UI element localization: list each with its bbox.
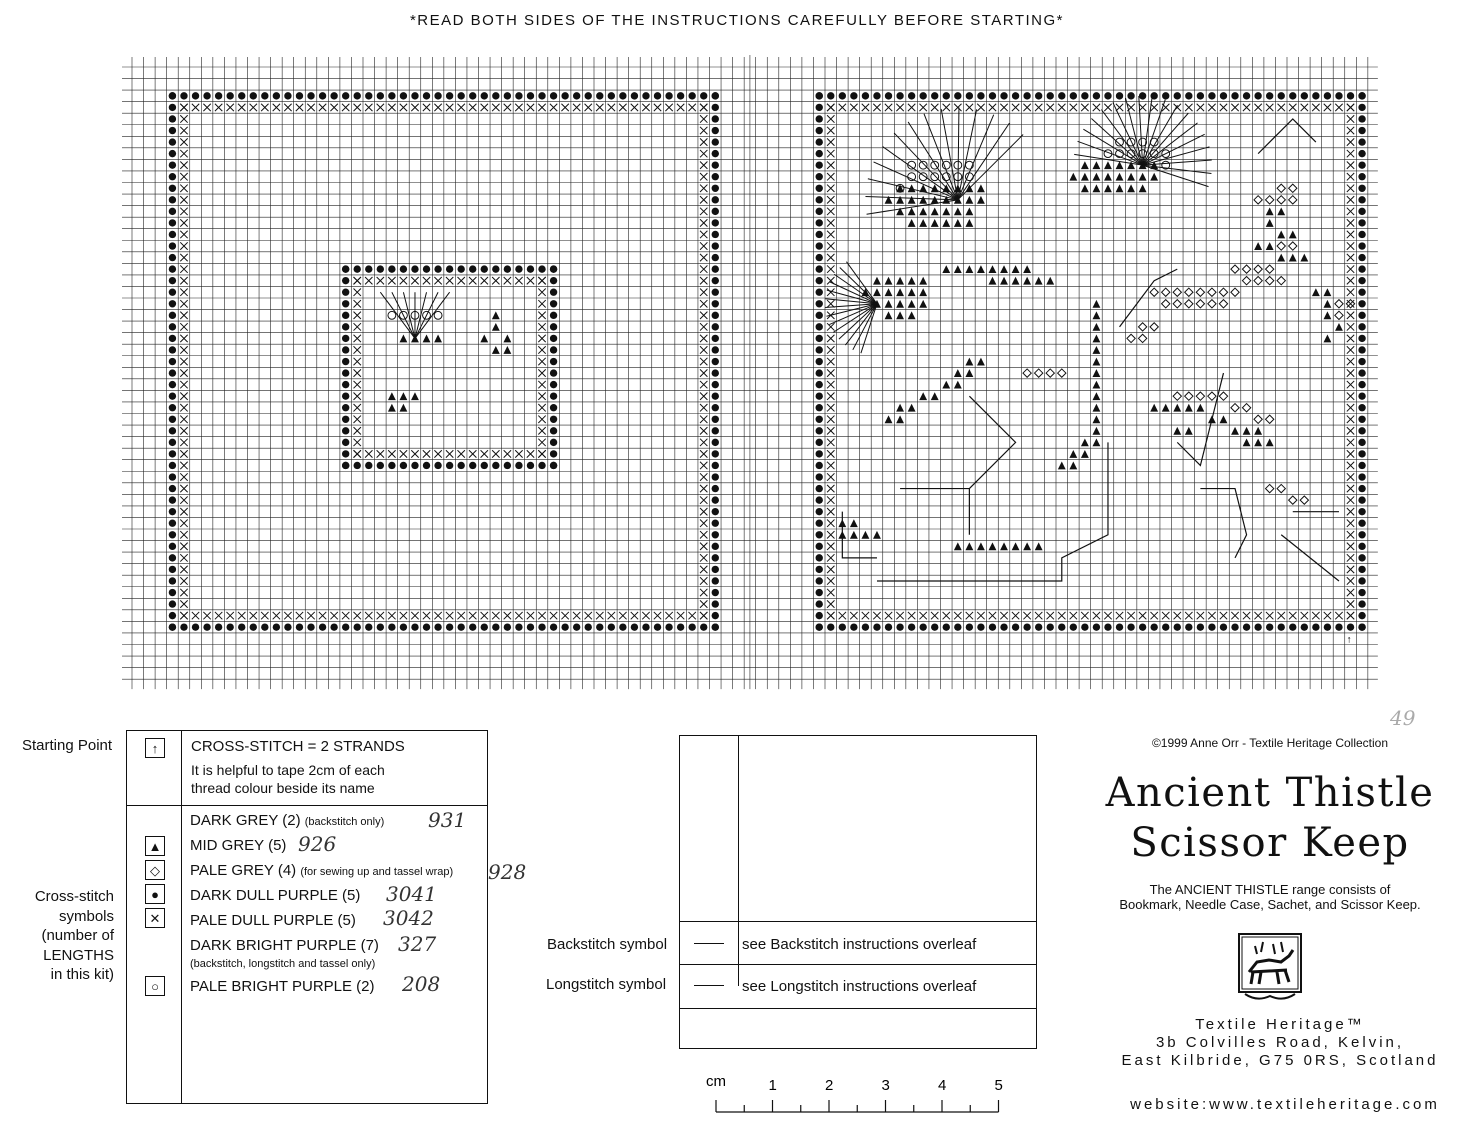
ruler-tick-label: 5 (994, 1077, 1003, 1094)
backstitch-line-icon (694, 943, 724, 944)
ruler-tick-label: 1 (768, 1077, 777, 1094)
handwritten-code: 3042 (383, 906, 434, 930)
thread-pale-bright-purple: PALE BRIGHT PURPLE (2) (190, 978, 375, 995)
thread-dark-grey: DARK GREY (2) (backstitch only) (190, 812, 385, 829)
cross-stitch-chart (120, 55, 1380, 690)
longstitch-label: Longstitch symbol (546, 976, 667, 993)
ruler-tick-label: 3 (881, 1077, 890, 1094)
thread-mid-grey: MID GREY (5) (190, 837, 287, 854)
starting-point-arrow-icon: ↑ (145, 738, 165, 758)
thread-dark-bright-purple: DARK BRIGHT PURPLE (7) (190, 937, 379, 954)
copyright-notice: ©1999 Anne Orr - Textile Heritage Collection (1151, 736, 1389, 750)
product-title: Ancient Thistle Scissor Keep (1105, 770, 1435, 866)
handwritten-code: 3041 (386, 882, 437, 906)
range-description: The ANCIENT THISTLE range consists of Bookmark, Needle Case, Sachet, and Scissor Keep. (1119, 882, 1421, 912)
company-website: website:www.textileheritage.com (1130, 1096, 1440, 1113)
ruler-unit: cm (706, 1073, 726, 1090)
ruler-tick-label: 2 (825, 1077, 834, 1094)
thread-pale-dull-purple: PALE DULL PURPLE (5) (190, 912, 356, 929)
handwritten-code: 926 (298, 832, 337, 856)
longstitch-instructions: see Longstitch instructions overleaf (742, 978, 977, 995)
company-address: Textile Heritage™ 3b Colvilles Road, Kelvin, East Kilbride, G75 0RS, Scotland (1121, 1016, 1439, 1069)
handwritten-code: 931 (428, 808, 467, 832)
filled-circle-icon: ● (145, 884, 165, 904)
chart-grid (122, 55, 1378, 689)
ruler-tick-label: 4 (938, 1077, 947, 1094)
svg-text:↑: ↑ (1346, 634, 1352, 646)
symbols-caption: Cross-stitch symbols (number of LENGTHS in this kit) (34, 888, 114, 983)
tape-note-line2: thread colour beside its name (191, 780, 375, 796)
margin-handwriting: 49 (1390, 706, 1416, 730)
tape-note-line1: It is helpful to tape 2cm of each (191, 762, 385, 778)
handwritten-code: 208 (402, 972, 441, 996)
diamond-icon: ◇ (145, 860, 165, 880)
handwritten-code: 928 (488, 860, 527, 884)
handwritten-code: 327 (398, 932, 437, 956)
thread-dark-dull-purple: DARK DULL PURPLE (5) (190, 887, 361, 904)
cross-icon: ✕ (145, 908, 165, 928)
cross-stitch-heading: CROSS-STITCH = 2 STRANDS (191, 738, 405, 755)
open-circle-icon: ○ (145, 976, 165, 996)
thread-dark-bright-purple-note: (backstitch, longstitch and tassel only) (190, 958, 376, 970)
instructions-warning: *READ BOTH SIDES OF THE INSTRUCTIONS CAREFULLY BEFORE STARTING* (409, 12, 1065, 29)
cm-ruler (700, 1070, 1010, 1120)
textile-heritage-logo (1237, 932, 1303, 1002)
backstitch-instructions: see Backstitch instructions overleaf (742, 936, 977, 953)
backstitch-label: Backstitch symbol (547, 936, 668, 953)
longstitch-line-icon (694, 985, 724, 986)
thread-pale-grey: PALE GREY (4) (for sewing up and tassel wrap) (190, 862, 454, 879)
starting-point-label: Starting Point (22, 737, 113, 754)
stitch-symbols-box (679, 735, 1037, 1049)
filled-triangle-icon: ▲ (145, 836, 165, 856)
